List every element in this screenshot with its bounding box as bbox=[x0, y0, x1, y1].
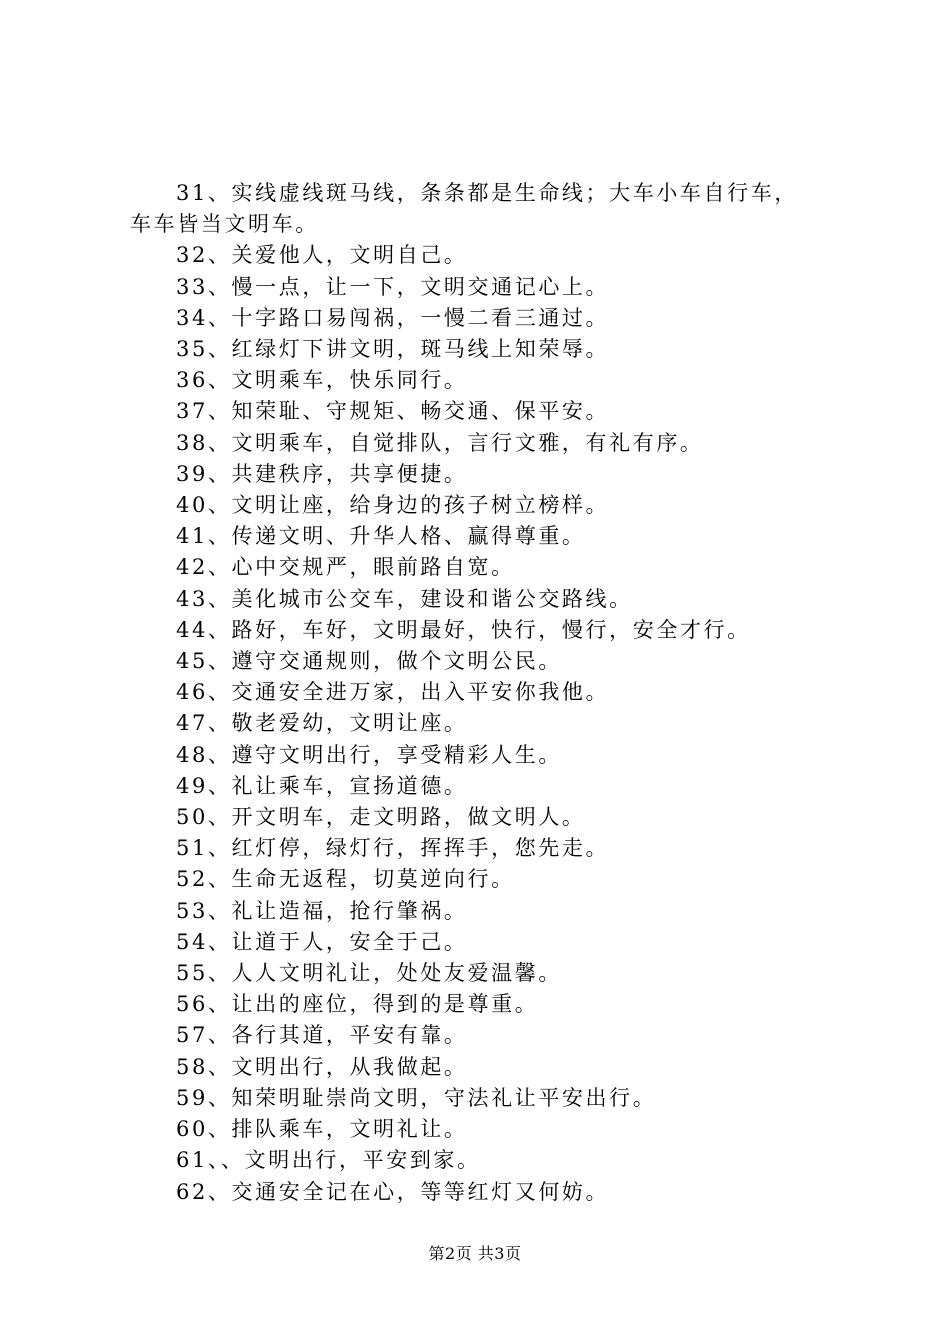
list-item: 57、各行其道，平安有靠。 bbox=[176, 1023, 468, 1048]
list-item: 62、交通安全记在心，等等红灯又何妨。 bbox=[176, 1179, 610, 1204]
list-item: 49、礼让乘车，宣扬道德。 bbox=[176, 773, 468, 798]
list-item: 50、开文明车，走文明路，做文明人。 bbox=[176, 805, 586, 830]
list-item: 41、传递文明、升华人格、赢得尊重。 bbox=[176, 524, 586, 549]
list-item: 45、遵守交通规则，做个文明公民。 bbox=[176, 649, 562, 674]
list-item: 51、红灯停，绿灯行，挥挥手，您先走。 bbox=[176, 836, 610, 861]
slogan-list bbox=[130, 178, 850, 1208]
list-item-first-line2: 车车皆当文明车。 bbox=[130, 212, 319, 237]
list-item: 60、排队乘车，文明礼让。 bbox=[176, 1117, 468, 1142]
list-item-first-line1: 31、实线虚线斑马线，条条都是生命线；大车小车自行车， bbox=[176, 181, 798, 205]
list-item: 40、文明让座，给身边的孩子树立榜样。 bbox=[176, 493, 610, 518]
list-item: 34、十字路口易闯祸，一慢二看三通过。 bbox=[176, 305, 610, 330]
page-footer bbox=[0, 1244, 950, 1264]
list-item: 36、文明乘车，快乐同行。 bbox=[176, 368, 468, 393]
list-item: 37、知荣耻、守规矩、畅交通、保平安。 bbox=[176, 399, 610, 424]
list-item: 48、遵守文明出行，享受精彩人生。 bbox=[176, 742, 562, 767]
list-item: 44、路好，车好，文明最好，快行，慢行，安全才行。 bbox=[176, 617, 751, 642]
list-item: 42、心中交规严，眼前路自宽。 bbox=[176, 555, 515, 580]
list-item: 59、知荣明耻崇尚文明，守法礼让平安出行。 bbox=[176, 1085, 657, 1110]
page-number-text: 第2页 共3页 bbox=[428, 1244, 522, 1263]
list-item: 33、慢一点，让一下，文明交通记心上。 bbox=[176, 274, 610, 299]
list-item: 47、敬老爱幼，文明让座。 bbox=[176, 711, 468, 736]
list-item: 38、文明乘车，自觉排队，言行文雅，有礼有序。 bbox=[176, 430, 704, 455]
list-item: 39、共建秩序，共享便捷。 bbox=[176, 461, 468, 486]
list-item: 58、文明出行，从我做起。 bbox=[176, 1054, 468, 1079]
list-item: 46、交通安全进万家，出入平安你我他。 bbox=[176, 680, 610, 705]
list-item: 55、人人文明礼让，处处友爱温馨。 bbox=[176, 961, 562, 986]
list-item: 54、让道于人，安全于己。 bbox=[176, 929, 468, 954]
list-item: 35、红绿灯下讲文明，斑马线上知荣辱。 bbox=[176, 337, 610, 362]
list-item: 32、关爱他人，文明自己。 bbox=[176, 243, 468, 268]
list-item: 43、美化城市公交车，建设和谐公交路线。 bbox=[176, 586, 633, 611]
list-item: 56、让出的座位，得到的是尊重。 bbox=[176, 992, 539, 1017]
list-item: 52、生命无返程，切莫逆向行。 bbox=[176, 867, 515, 892]
list-item: 53、礼让造福，抢行肇祸。 bbox=[176, 898, 468, 923]
list-item: 61、、文明出行，平安到家。 bbox=[176, 1148, 481, 1173]
